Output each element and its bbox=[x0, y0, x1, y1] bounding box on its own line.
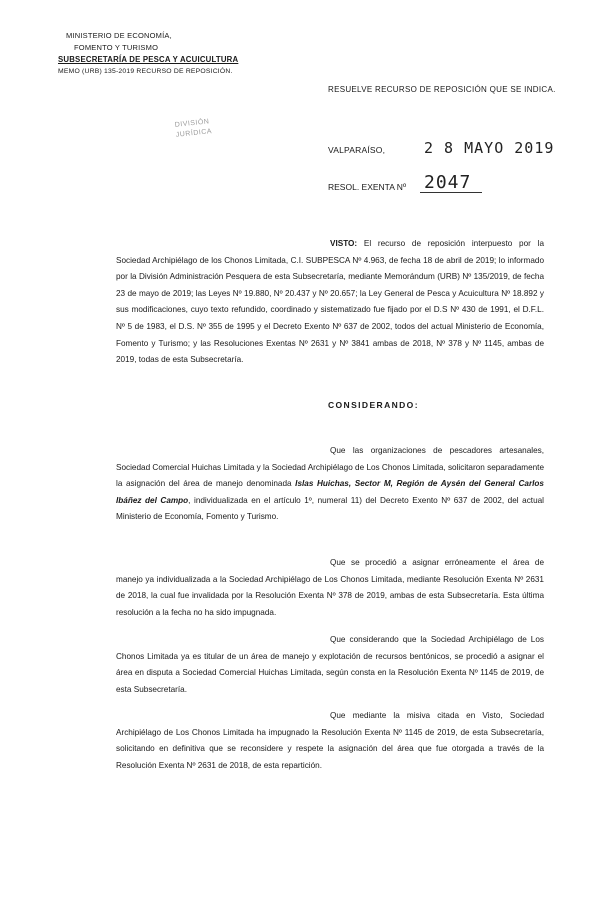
ministry-subtitle: FOMENTO Y TURISMO bbox=[74, 43, 159, 52]
resolution-underline bbox=[420, 192, 482, 193]
resolution-number-value: 2047 bbox=[424, 172, 472, 193]
place-date bbox=[328, 139, 555, 157]
ministry-name: MINISTERIO DE ECONOMÍA, bbox=[66, 31, 172, 40]
place-label: VALPARAÍSO, bbox=[328, 145, 386, 155]
paragraph-1-end: , individualizada en el artículo 1º, numeral 11) del Decreto Exento Nº 637 de 2002, del actual Ministerio de Economía, Fomento y Turismo. bbox=[116, 495, 544, 522]
resolution-label: RESOL. EXENTA Nº bbox=[328, 182, 407, 192]
paragraph-2-text: Que se procedió a asignar erróneamente el área de manejo ya individualizada a la Sociedad Archipiélago de Los Chonos Limitada, mediante Resolución Exenta Nº 2631 de 2018, la cual fue invalidada por la Resolución Exenta Nº 378 de 2019, ambas de esta Subsecretaría. Esta última resolución a la fecha no ha sido impugnada. bbox=[116, 558, 544, 617]
subsecretaria-name: SUBSECRETARÍA DE PESCA Y ACUICULTURA bbox=[58, 55, 239, 64]
paragraph-4-text: Que mediante la misiva citada en Visto, Sociedad Archipiélago de Los Chonos Limitada ha impugnado la Resolución Exenta Nº 1145 de 2019, de esta Subsecretaría, solicitando en definitiva que se reconsidere y respete la asignación del área que fue otorgada a través de la Resolución Exenta Nº 2631 de 2018, de esta repartición. bbox=[116, 711, 544, 770]
document-title: RESUELVE RECURSO DE REPOSICIÓN QUE SE INDICA. bbox=[328, 85, 556, 94]
considerando-paragraph-1 bbox=[116, 443, 544, 526]
paragraph-3-text: Que considerando que la Sociedad Archipiélago de Los Chonos Limitada ya es titular de un área de manejo y explotación de recursos bentónicos, se procedió a asignar el área en disputa a Sociedad Comercial Huichas Limitada, según consta en la Resolución Exenta Nº 1145 de 2019, de esta Subsecretaría. bbox=[116, 635, 544, 694]
paragraph-1-area-name: Islas Huichas, Sector M, Región de Aysén del General Carlos Ibáñez del Campo bbox=[116, 479, 544, 505]
date-stamp: 2 8 MAYO 2019 bbox=[424, 139, 555, 157]
letterhead bbox=[58, 30, 258, 78]
considerando-paragraph-4 bbox=[116, 708, 544, 774]
paragraph-1-start: Que las organizaciones de pescadores artesanales, Sociedad Comercial Huichas Limitada y la Sociedad Archipiélago de Los Chonos Limitada, solicitaron separadamente la asignación del área de manejo denominada bbox=[116, 446, 544, 489]
resolution-number bbox=[328, 172, 472, 193]
visto-text: El recurso de reposición interpuesto por la Sociedad Archipiélago de los Chonos Limitada, C.I. SUBPESCA Nº 4.963, de fecha 18 de abril de 2019; lo informado por la División Administración Pesquera de esta Subsecretaría, mediante Memorándum (URB) Nº 135/2019, de fecha 23 de mayo de 2019; las Leyes Nº 19.880, Nº 20.437 y Nº 20.657; la Ley General de Pesca y Acuicultura Nº 18.892 y sus modificaciones, cuyo texto refundido, coordinado y sistematizado fue fijado por el D.S Nº 430 de 1991, el D.F.L. Nº 5 de 1983, el D.S. Nº 355 de 1995 y el Decreto Exento Nº 637 de 2002, todos del actual Ministerio de Economía, Fomento y Turismo; y las Resoluciones Exentas Nº 2631 y Nº 3841 ambas de 2018, Nº 378 y Nº 1145, ambas de 2019, todas de esta Subsecretaría. bbox=[116, 239, 544, 365]
division-stamp bbox=[174, 115, 231, 154]
visto-label: VISTO: bbox=[330, 239, 358, 248]
considerando-paragraph-2 bbox=[116, 555, 544, 621]
considerando-heading: CONSIDERANDO: bbox=[328, 400, 419, 410]
visto-paragraph bbox=[116, 236, 544, 369]
stamp-line-1: DIVISIÓN bbox=[174, 118, 210, 129]
considerando-paragraph-3 bbox=[116, 632, 544, 698]
memo-reference: MEMO (URB) 135-2019 RECURSO DE REPOSICIÓN. bbox=[58, 68, 233, 75]
stamp-line-2: JURÍDICA bbox=[175, 128, 213, 139]
